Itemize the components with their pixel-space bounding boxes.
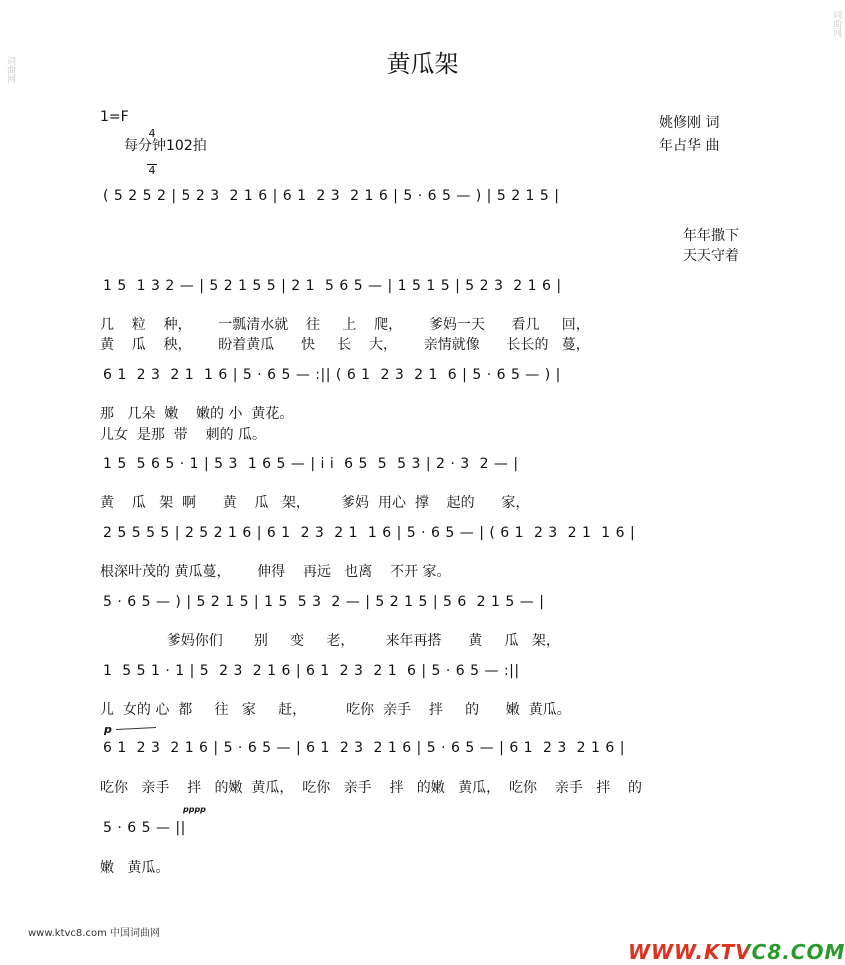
watermark-right: 词曲网 xyxy=(831,10,841,37)
lyric-line-3b: 儿女 是那 带 刺的 瓜。 xyxy=(100,427,267,443)
notation-line-3: 6 1 2 3 2 1 1 6 | 5 · 6 5 — :|| ( 6 1 2 3 2 1 6 | 5 · 6 5 — ) | xyxy=(103,367,561,383)
time-signature: 4 4 xyxy=(148,127,156,177)
tempo-marking: 每分钟102拍 xyxy=(124,138,207,154)
watermark-left: 词曲网 xyxy=(5,56,15,83)
notation-line-7: 1 5 5 1 · 1 | 5 2 3 2 1 6 | 6 1 2 3 2 1 6 | 5 · 6 5 — :|| xyxy=(103,663,520,679)
notation-line-8: 6 1 2 3 2 1 6 | 5 · 6 5 — | 6 1 2 3 2 1 6 | 5 · 6 5 — | 6 1 2 3 2 1 6 | xyxy=(103,740,625,756)
notation-line-2: 1 5 1 3 2 — | 5 2 1 5 5 | 2 1 5 6 5 — | 1 5 1 5 | 5 2 3 2 1 6 | xyxy=(103,278,562,294)
lyric-line-7: 儿 女的 心 都 往 家 赶， 吃你 亲手 拌 的 嫩 黄瓜。 xyxy=(100,702,571,718)
notation-line-1: ( 5 2 5 2 | 5 2 3 2 1 6 | 6 1 2 3 2 1 6 | 5 · 6 5 — ) | 5 2 1 5 | xyxy=(103,188,560,204)
notation-line-6: 5 · 6 5 — ) | 5 2 1 5 | 1 5 5 3 2 — | 5 2 1 5 | 5 6 2 1 5 — | xyxy=(103,594,545,610)
lyric-line-3a: 那 几朵 嫩 嫩的 小 黄花。 xyxy=(100,406,294,422)
footer-logo: WWW.KTVC8.COM xyxy=(627,940,845,964)
notation-line-9: 5 · 6 5 — || xyxy=(103,820,186,836)
lyric-line-4: 黄 瓜 架 啊 黄 瓜 架， 爹妈 用心 撑 起的 家， xyxy=(100,495,530,511)
dynamic-p: p xyxy=(104,723,112,736)
notation-line-5: 2 5 5 5 5 | 2 5 2 1 6 | 6 1 2 3 2 1 1 6 | 5 · 6 5 — | ( 6 1 2 3 2 1 1 6 | xyxy=(103,525,636,541)
lyric-line-6: 爹妈你们 别 变 老， 来年再搭 黄 瓜 架， xyxy=(100,633,560,649)
lyric-line-1b: 天天守着 xyxy=(683,248,739,264)
footer-site-text: www.ktvc8.com 中国词曲网 xyxy=(28,928,161,939)
lyric-line-9: 嫩 黄瓜。 xyxy=(100,860,170,876)
lyric-line-5: 根深叶茂的 黄瓜蔓， 伸得 再远 也离 不开 家。 xyxy=(100,564,451,580)
composer: 年占华 曲 xyxy=(659,138,720,154)
dynamic-pppp: pppp xyxy=(183,805,206,814)
lyric-line-2a: 几 粒 种， 一瓢清水就 往 上 爬， 爹妈一天 看几 回， xyxy=(100,317,590,333)
lyric-line-1a: 年年撒下 xyxy=(683,228,739,244)
decrescendo-mark xyxy=(116,727,156,730)
lyricist: 姚修刚 词 xyxy=(659,115,720,131)
notation-line-4: 1 5 5 6 5 · 1 | 5 3 1 6 5 — | i i 6 5 5 5 3 | 2 · 3 2 — | xyxy=(103,456,519,472)
lyric-line-8: 吃你 亲手 拌 的嫩 黄瓜， 吃你 亲手 拌 的嫩 黄瓜， 吃你 亲手 拌 的 xyxy=(100,780,643,796)
lyric-line-2b: 黄 瓜 秧， 盼着黄瓜 快 长 大， 亲情就像 长长的 蔓， xyxy=(100,337,590,353)
song-title: 黄瓜架 xyxy=(386,50,459,78)
key-signature: 1=F xyxy=(100,109,129,125)
